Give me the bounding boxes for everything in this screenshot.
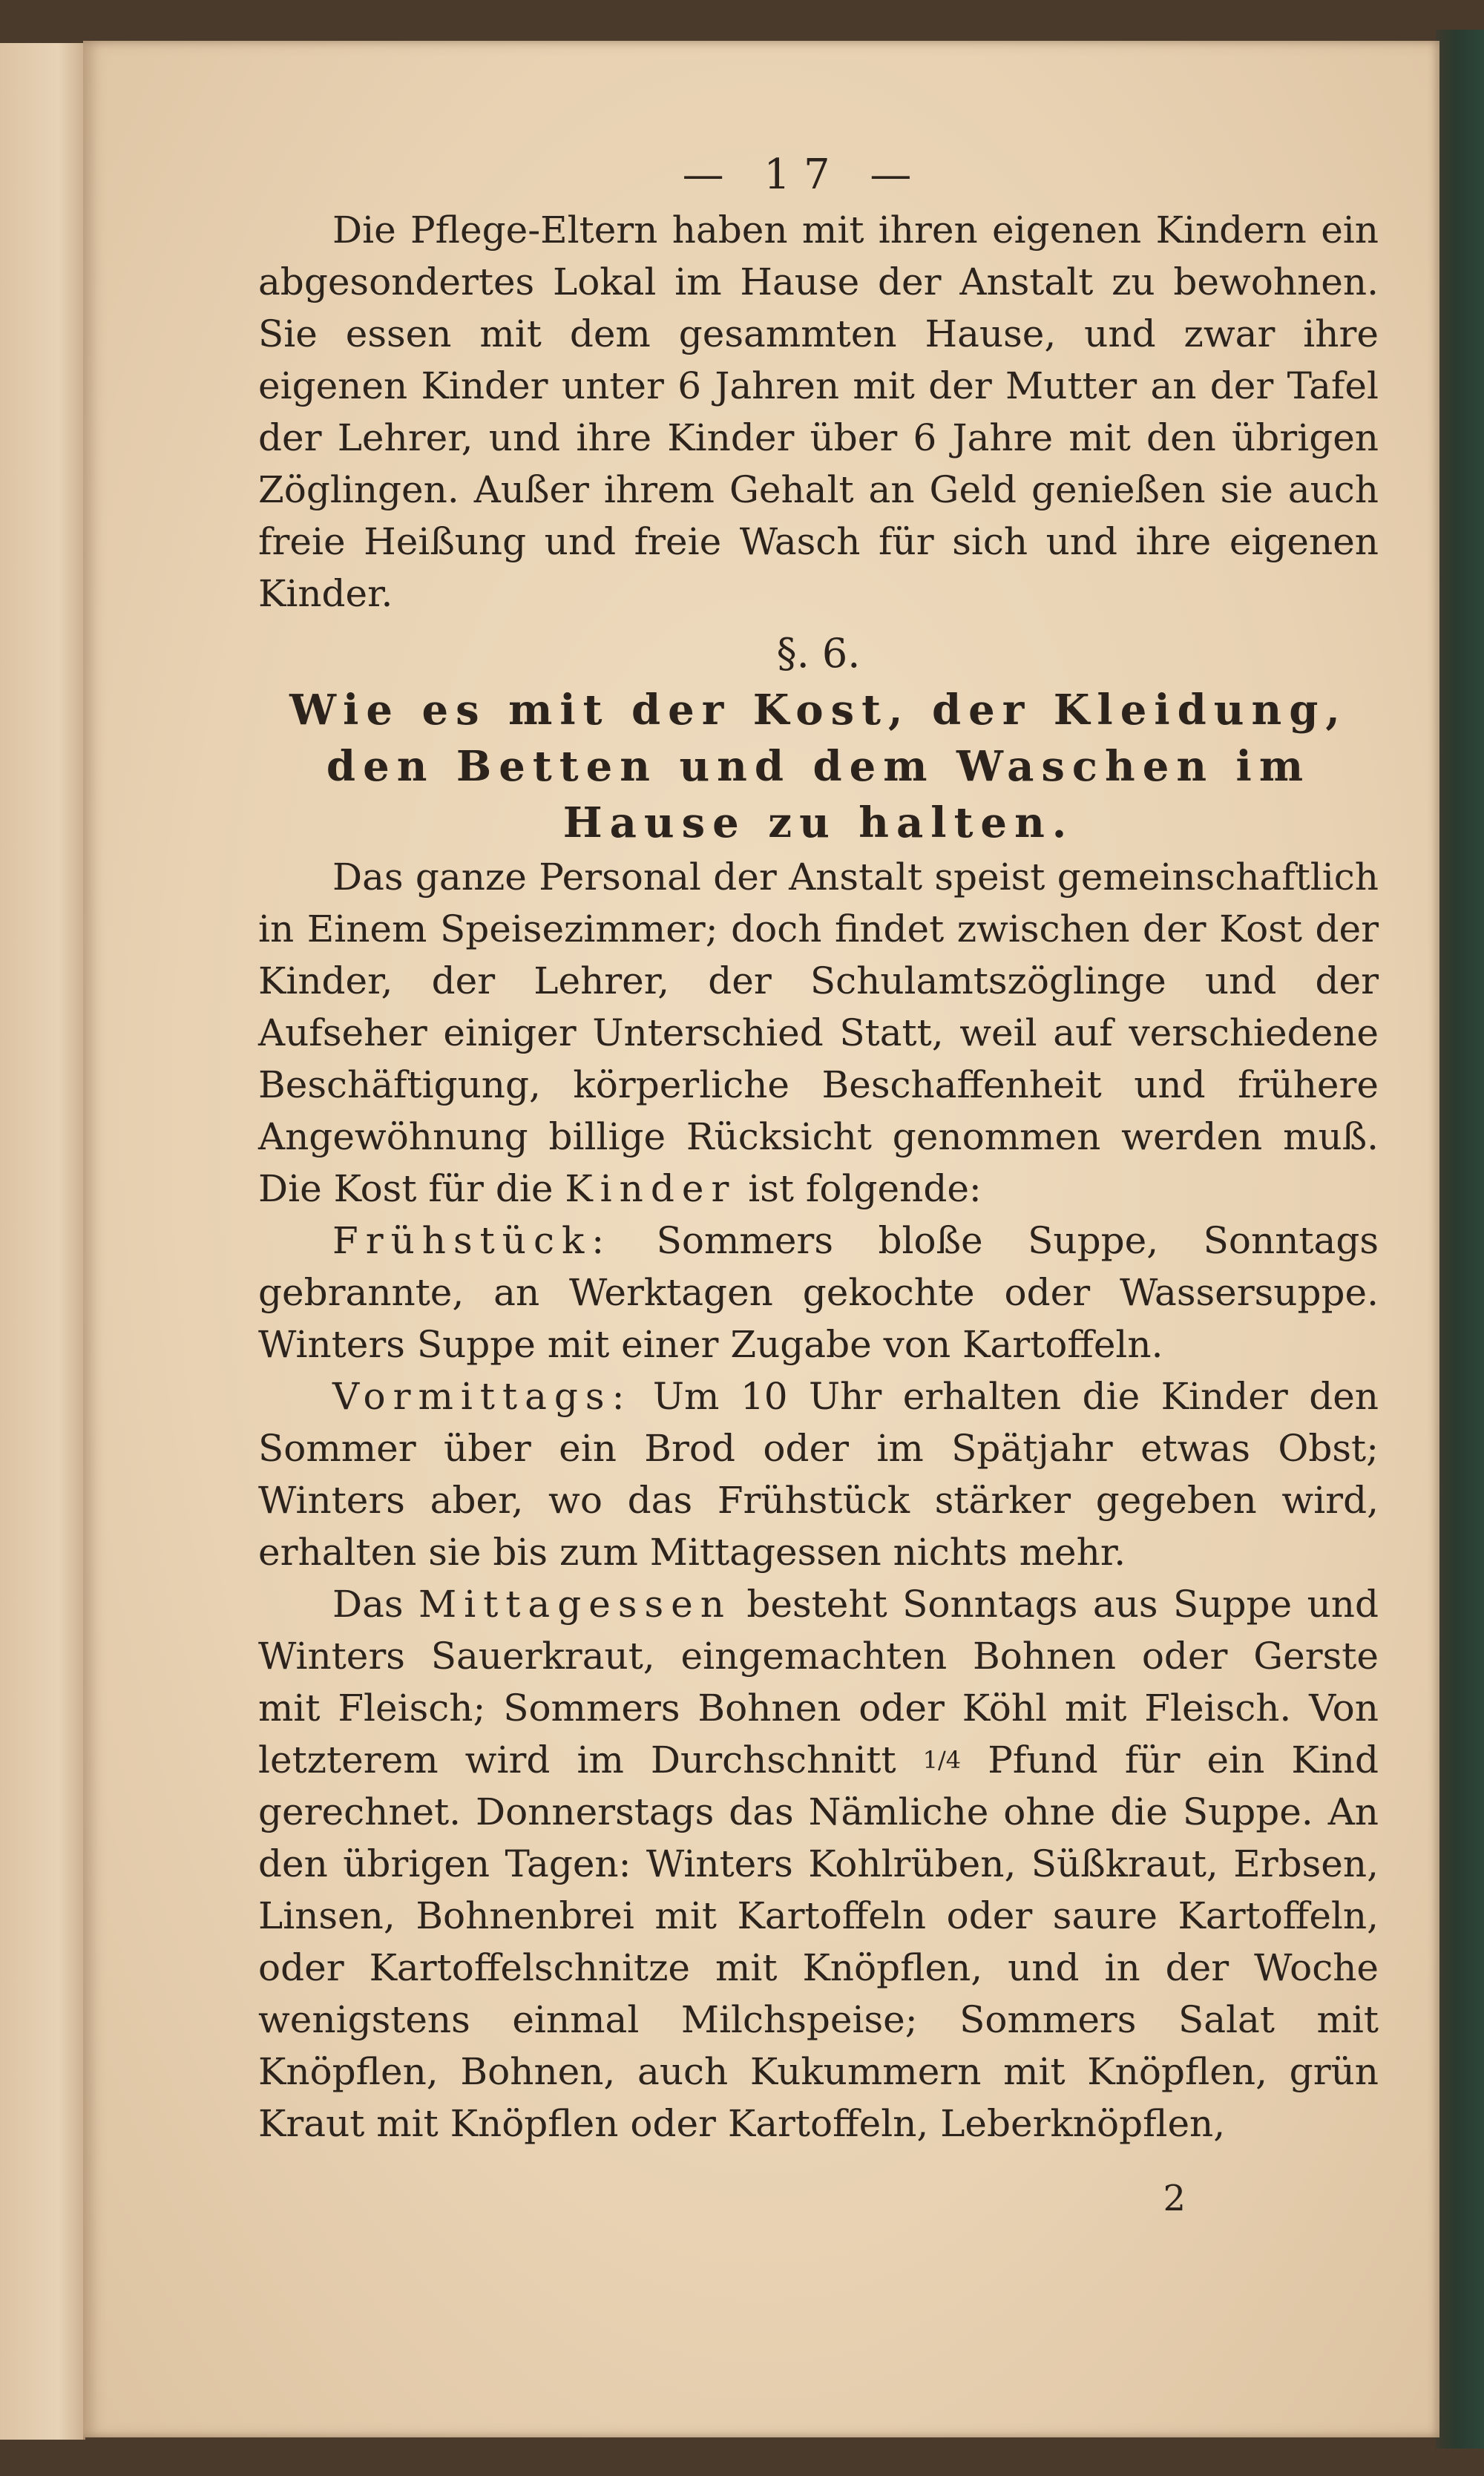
signature-mark: 2 <box>1163 2178 1186 2219</box>
paragraph-lunch <box>258 1578 1379 2150</box>
lunch-start: Das <box>332 1583 404 1626</box>
food-intro-end: ist folgende: <box>748 1167 982 1210</box>
breakfast-text: Sommers bloße Suppe, Sonntags gebrannte, an Werktagen gekochte oder Wassersuppe. Winters Suppe mit einer Zugabe von Kartoffeln. <box>258 1219 1379 1366</box>
running-header <box>229 145 1379 204</box>
morning-label: Vormittags: <box>332 1375 632 1418</box>
fraction-quarter: 1/4 <box>922 1746 962 1774</box>
lunch-text-b: Pfund für ein Kind gerechnet. Donnerstags das Nämliche ohne die Suppe. An den übrigen Tagen: Winters Kohlrüben, Süßkraut, Erbsen, Linsen, Bohnenbrei mit Kartoffeln oder saure Kartoffeln, oder Kartoffelschnitze mit Knöpflen, und in der Woche wenigstens einmal Milchspeise; Sommers Salat mit Knöpflen, Bohnen, auch Kukummern mit Knöpflen, grün Kraut mit Knöpflen oder Kartoffeln, Leberknöpflen, <box>258 1738 1379 2145</box>
section-title: Wie es mit der Kost, der Kleidung, den Betten und dem Waschen im Hause zu halten. <box>289 686 1347 847</box>
morning-text: Um 10 Uhr erhalten die Kinder den Sommer über ein Brod oder im Spätjahr etwas Obst; Winters aber, wo das Frühstück stärker gegeben wird, erhalten sie bis zum Mittagessen nichts mehr. <box>258 1375 1379 1574</box>
paragraph-foster-parents: Die Pflege-Eltern haben mit ihren eigenen Kindern ein abgesondertes Lokal im Hause der Anstalt zu bewohnen. Sie essen mit dem gesammten Hause, und zwar ihre eigenen Kinder unter 6 Jahren mit der Mutter an der Tafel der Lehrer, und ihre Kinder über 6 Jahre mit den übrigen Zöglingen. Außer ihrem Gehalt an Geld genießen sie auch freie Heißung und freie Wasch für sich und ihre eigenen Kinder. <box>258 208 1379 615</box>
paragraph-food-intro <box>258 851 1379 1215</box>
emphasis-kinder: Kinder <box>565 1167 737 1210</box>
paragraph-morning <box>258 1370 1379 1578</box>
lunch-text-a: besteht Sonntags aus Suppe und Winters Sauerkraut, eingemachten Bohnen oder Gerste mit Fleisch; Sommers Bohnen oder Köhl mit Fleisch. Von letzterem wird im Durchschnitt <box>258 1583 1379 1782</box>
emphasis-mittagessen: Mittagessen <box>418 1583 732 1626</box>
adjacent-page-edge <box>0 43 85 2440</box>
book-page <box>83 41 1439 2437</box>
text-block <box>258 145 1379 2219</box>
breakfast-label: Frühstück: <box>332 1219 612 1262</box>
food-intro-text: Das ganze Personal der Anstalt speist gemeinschaftlich in Einem Speisezimmer; doch findet zwischen der Kost der Kinder, der Lehrer, der Schulamtszöglinge und der Aufseher einiger Unterschied Statt, weil auf verschiedene Beschäftigung, körperliche Beschaffenheit und frühere Angewöhnung billige Rücksicht genommen werden muß. Die Kost für die <box>258 856 1379 1210</box>
book-cover-edge <box>1436 30 1484 2449</box>
section-number: §. 6. <box>776 630 861 677</box>
page-number: — 17 — <box>682 150 925 199</box>
paragraph-breakfast <box>258 1215 1379 1370</box>
